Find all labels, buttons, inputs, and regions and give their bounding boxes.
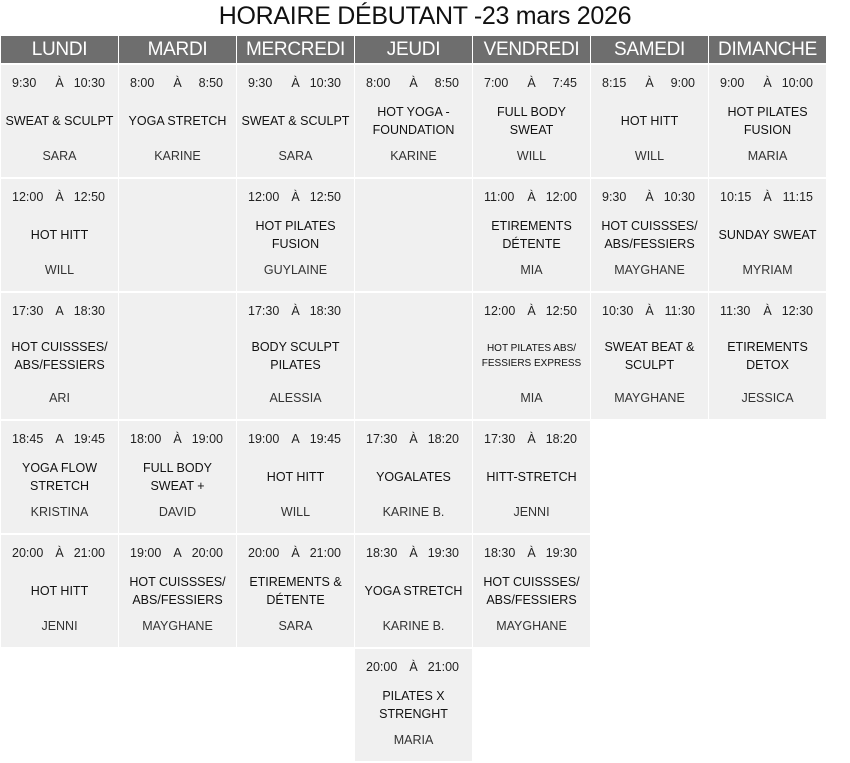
end-time: 18:20 — [427, 432, 459, 446]
class-name — [473, 95, 590, 147]
class-slot[interactable] — [119, 421, 236, 533]
start-time: 9:30 — [12, 76, 37, 90]
page-title: HORAIRE DÉBUTANT -23 mars 2026 — [218, 2, 632, 30]
day-header-mardi: MARDI — [119, 36, 236, 63]
instructor-name: MARIA — [393, 733, 434, 747]
start-time: 11:00 — [484, 190, 515, 204]
instructor-name: GUYLAINE — [263, 263, 328, 277]
time-separator: À — [291, 190, 300, 204]
class-slot[interactable] — [709, 179, 826, 291]
class-slot[interactable] — [237, 293, 354, 419]
day-header-samedi: SAMEDI — [591, 36, 708, 63]
class-name-text: SWEAT BEAT & SCULPT — [604, 340, 695, 372]
time-separator: À — [763, 190, 772, 204]
time-separator: À — [527, 432, 536, 446]
class-slot[interactable] — [119, 535, 236, 647]
start-time: 9:30 — [602, 190, 627, 204]
time-separator: À — [763, 76, 772, 90]
end-time: 19:45 — [309, 432, 341, 446]
time-separator: À — [173, 432, 182, 446]
class-name — [1, 95, 118, 147]
end-time: 18:30 — [309, 304, 341, 318]
day-header-mercredi: MERCREDI — [237, 36, 354, 63]
day-header-dimanche: DIMANCHE — [709, 36, 826, 63]
time-separator: À — [55, 190, 64, 204]
class-name — [355, 565, 472, 617]
class-name-text: HOT PILATES FUSION — [255, 219, 336, 251]
class-name — [709, 209, 826, 261]
class-slot[interactable] — [709, 293, 826, 419]
instructor-name: WILL — [634, 149, 665, 163]
class-name — [473, 451, 590, 503]
end-time: 18:20 — [545, 432, 577, 446]
class-name-text: HOT HITT — [620, 114, 679, 128]
class-name — [591, 209, 708, 261]
day-header-jeudi: JEUDI — [355, 36, 472, 63]
time-separator: À — [763, 304, 772, 318]
start-time: 12:00 — [248, 190, 280, 204]
instructor-name: MAYGHANE — [496, 619, 567, 633]
class-name — [355, 95, 472, 147]
class-name-text: YOGA STRETCH — [364, 584, 463, 598]
instructor-name: WILL — [516, 149, 547, 163]
class-slot[interactable] — [709, 65, 826, 177]
end-time: 12:50 — [73, 190, 105, 204]
class-name-text: PILATES X STRENGHT — [379, 689, 448, 721]
end-time: 11:30 — [664, 304, 695, 318]
end-time: 21:00 — [427, 660, 459, 674]
time-separator: A — [55, 432, 64, 446]
class-slot[interactable] — [591, 65, 708, 177]
class-name — [1, 565, 118, 617]
class-name-text: HOT YOGA - FOUNDATION — [372, 105, 455, 137]
end-time: 8:50 — [434, 76, 459, 90]
instructor-name: KARINE — [390, 149, 437, 163]
class-name — [237, 565, 354, 617]
instructor-name: WILL — [280, 505, 311, 519]
end-time: 19:30 — [427, 546, 459, 560]
instructor-name: SARA — [42, 149, 77, 163]
class-name-text: HOT CUISSSES/ ABS/FESSIERS — [483, 575, 580, 607]
class-name-text: SWEAT & SCULPT — [5, 114, 114, 128]
time-separator: À — [409, 76, 418, 90]
time-separator: À — [527, 546, 536, 560]
class-name-text: HOT HITT — [30, 228, 89, 242]
class-name — [1, 451, 118, 503]
class-slot[interactable] — [355, 179, 472, 291]
instructor-name: KRISTINA — [30, 505, 89, 519]
time-separator: A — [55, 304, 64, 318]
class-name — [1, 209, 118, 261]
start-time: 9:30 — [248, 76, 273, 90]
class-slot[interactable] — [473, 535, 590, 647]
start-time: 17:30 — [484, 432, 516, 446]
class-slot[interactable] — [119, 293, 236, 419]
start-time: 8:15 — [602, 76, 627, 90]
time-separator: À — [173, 76, 182, 90]
class-name-text: HOT HITT — [266, 470, 325, 484]
time-separator: À — [409, 432, 418, 446]
class-slot[interactable] — [237, 179, 354, 291]
end-time: 10:00 — [781, 76, 813, 90]
start-time: 10:30 — [602, 304, 634, 318]
start-time: 18:45 — [12, 432, 44, 446]
end-time: 10:30 — [73, 76, 105, 90]
class-slot[interactable] — [119, 179, 236, 291]
end-time: 12:00 — [545, 190, 577, 204]
instructor-name: MAYGHANE — [614, 263, 685, 277]
class-name-text: ETIREMENTS DÉTENTE — [491, 219, 572, 251]
class-name — [355, 451, 472, 503]
instructor-name: KARINE B. — [382, 505, 445, 519]
class-slot[interactable] — [473, 179, 590, 291]
time-separator: À — [527, 190, 536, 204]
class-name — [237, 451, 354, 503]
instructor-name: MAYGHANE — [614, 391, 685, 405]
start-time: 12:00 — [484, 304, 516, 318]
class-name — [1, 323, 118, 389]
class-name-text: HOT PILATES FUSION — [727, 105, 808, 137]
class-slot[interactable] — [1, 535, 118, 647]
start-time: 18:30 — [366, 546, 398, 560]
time-separator: À — [55, 546, 64, 560]
class-name — [237, 95, 354, 147]
instructor-name: ARI — [49, 391, 70, 405]
end-time: 9:00 — [670, 76, 695, 90]
start-time: 18:30 — [484, 546, 516, 560]
time-separator: À — [409, 660, 418, 674]
time-separator: À — [409, 546, 418, 560]
class-name-text: SWEAT & SCULPT — [241, 114, 350, 128]
start-time: 17:30 — [366, 432, 398, 446]
end-time: 11:15 — [782, 190, 813, 204]
class-name-text: HOT CUISSSES/ ABS/FESSIERS — [11, 340, 108, 372]
start-time: 9:00 — [720, 76, 745, 90]
class-slot[interactable] — [355, 65, 472, 177]
class-name — [709, 95, 826, 147]
instructor-name: SARA — [278, 619, 313, 633]
class-name — [119, 451, 236, 503]
start-time: 18:00 — [130, 432, 162, 446]
start-time: 20:00 — [12, 546, 44, 560]
class-name-text: HOT CUISSSES/ ABS/FESSIERS — [129, 575, 226, 607]
class-slot[interactable] — [119, 65, 236, 177]
day-header-lundi: LUNDI — [1, 36, 118, 63]
class-name-text: BODY SCULPT PILATES — [251, 340, 340, 372]
class-name — [119, 565, 236, 617]
start-time: 10:15 — [720, 190, 752, 204]
class-name-text: HOT HITT — [30, 584, 89, 598]
class-slot[interactable] — [237, 421, 354, 533]
start-time: 20:00 — [248, 546, 280, 560]
end-time: 19:00 — [191, 432, 223, 446]
class-name-text: YOGA STRETCH — [128, 114, 227, 128]
end-time: 20:00 — [191, 546, 223, 560]
start-time: 20:00 — [366, 660, 398, 674]
end-time: 10:30 — [663, 190, 695, 204]
class-slot[interactable] — [355, 293, 472, 419]
class-name-text: ETIREMENTS DETOX — [727, 340, 808, 372]
class-name — [473, 323, 590, 389]
instructor-name: MAYGHANE — [142, 619, 213, 633]
class-name — [473, 209, 590, 261]
end-time: 18:30 — [73, 304, 105, 318]
class-slot[interactable] — [591, 179, 708, 291]
class-name-text: FULL BODY SWEAT — [496, 105, 566, 137]
instructor-name: JENNI — [513, 505, 550, 519]
class-slot[interactable] — [473, 293, 590, 419]
time-separator: À — [645, 76, 654, 90]
class-slot[interactable] — [1, 421, 118, 533]
class-name — [473, 565, 590, 617]
class-name-text: SUNDAY SWEAT — [718, 228, 817, 242]
class-name-text: YOGA FLOW STRETCH — [21, 461, 97, 493]
class-slot[interactable] — [355, 421, 472, 533]
end-time: 8:50 — [198, 76, 223, 90]
day-header-vendredi: VENDREDI — [473, 36, 590, 63]
start-time: 8:00 — [130, 76, 155, 90]
end-time: 12:50 — [545, 304, 577, 318]
instructor-name: MIA — [520, 263, 543, 277]
end-time: 10:30 — [309, 76, 341, 90]
instructor-name: KARINE B. — [382, 619, 445, 633]
time-separator: À — [645, 190, 654, 204]
class-slot[interactable] — [1, 65, 118, 177]
instructor-name: JENNI — [41, 619, 78, 633]
class-name — [591, 323, 708, 389]
class-slot[interactable] — [473, 65, 590, 177]
class-slot[interactable] — [473, 421, 590, 533]
class-slot[interactable] — [237, 65, 354, 177]
class-slot[interactable] — [237, 535, 354, 647]
instructor-name: MARIA — [747, 149, 788, 163]
start-time: 12:00 — [12, 190, 44, 204]
start-time: 11:30 — [720, 304, 751, 318]
start-time: 7:00 — [484, 76, 509, 90]
instructor-name: SARA — [278, 149, 313, 163]
instructor-name: WILL — [44, 263, 75, 277]
time-separator: A — [291, 432, 300, 446]
class-name-text: ETIREMENTS & DÉTENTE — [249, 575, 342, 607]
class-name — [237, 323, 354, 389]
end-time: 12:30 — [781, 304, 813, 318]
class-name — [119, 95, 236, 147]
instructor-name: DAVID — [158, 505, 197, 519]
time-separator: À — [55, 76, 64, 90]
time-separator: À — [645, 304, 654, 318]
class-slot[interactable] — [1, 179, 118, 291]
time-separator: À — [291, 76, 300, 90]
time-separator: À — [527, 304, 536, 318]
class-slot[interactable] — [591, 293, 708, 419]
class-slot[interactable] — [1, 293, 118, 419]
end-time: 19:45 — [73, 432, 105, 446]
class-name — [709, 323, 826, 389]
end-time: 7:45 — [552, 76, 577, 90]
instructor-name: KARINE — [154, 149, 201, 163]
start-time: 17:30 — [12, 304, 44, 318]
end-time: 19:30 — [545, 546, 577, 560]
instructor-name: MYRIAM — [742, 263, 793, 277]
start-time: 17:30 — [248, 304, 280, 318]
class-name-text: HOT CUISSSES/ ABS/FESSIERS — [601, 219, 698, 251]
time-separator: A — [173, 546, 182, 560]
class-name-text: YOGALATES — [376, 470, 451, 484]
class-name-text: FULL BODY SWEAT + — [142, 461, 212, 493]
class-name — [355, 679, 472, 731]
class-name — [591, 95, 708, 147]
start-time: 8:00 — [366, 76, 391, 90]
instructor-name: JESSICA — [741, 391, 794, 405]
end-time: 21:00 — [309, 546, 341, 560]
class-slot[interactable] — [355, 649, 472, 761]
class-name-text: HITT-STRETCH — [486, 470, 577, 484]
time-separator: À — [527, 76, 536, 90]
class-name — [237, 209, 354, 261]
start-time: 19:00 — [130, 546, 162, 560]
class-name-text: HOT PILATES ABS/ FESSIERS EXPRESS — [481, 343, 582, 369]
time-separator: À — [291, 304, 300, 318]
start-time: 19:00 — [248, 432, 280, 446]
end-time: 12:50 — [309, 190, 341, 204]
instructor-name: MIA — [520, 391, 543, 405]
end-time: 21:00 — [73, 546, 105, 560]
time-separator: À — [291, 546, 300, 560]
class-slot[interactable] — [355, 535, 472, 647]
instructor-name: ALESSIA — [269, 391, 322, 405]
